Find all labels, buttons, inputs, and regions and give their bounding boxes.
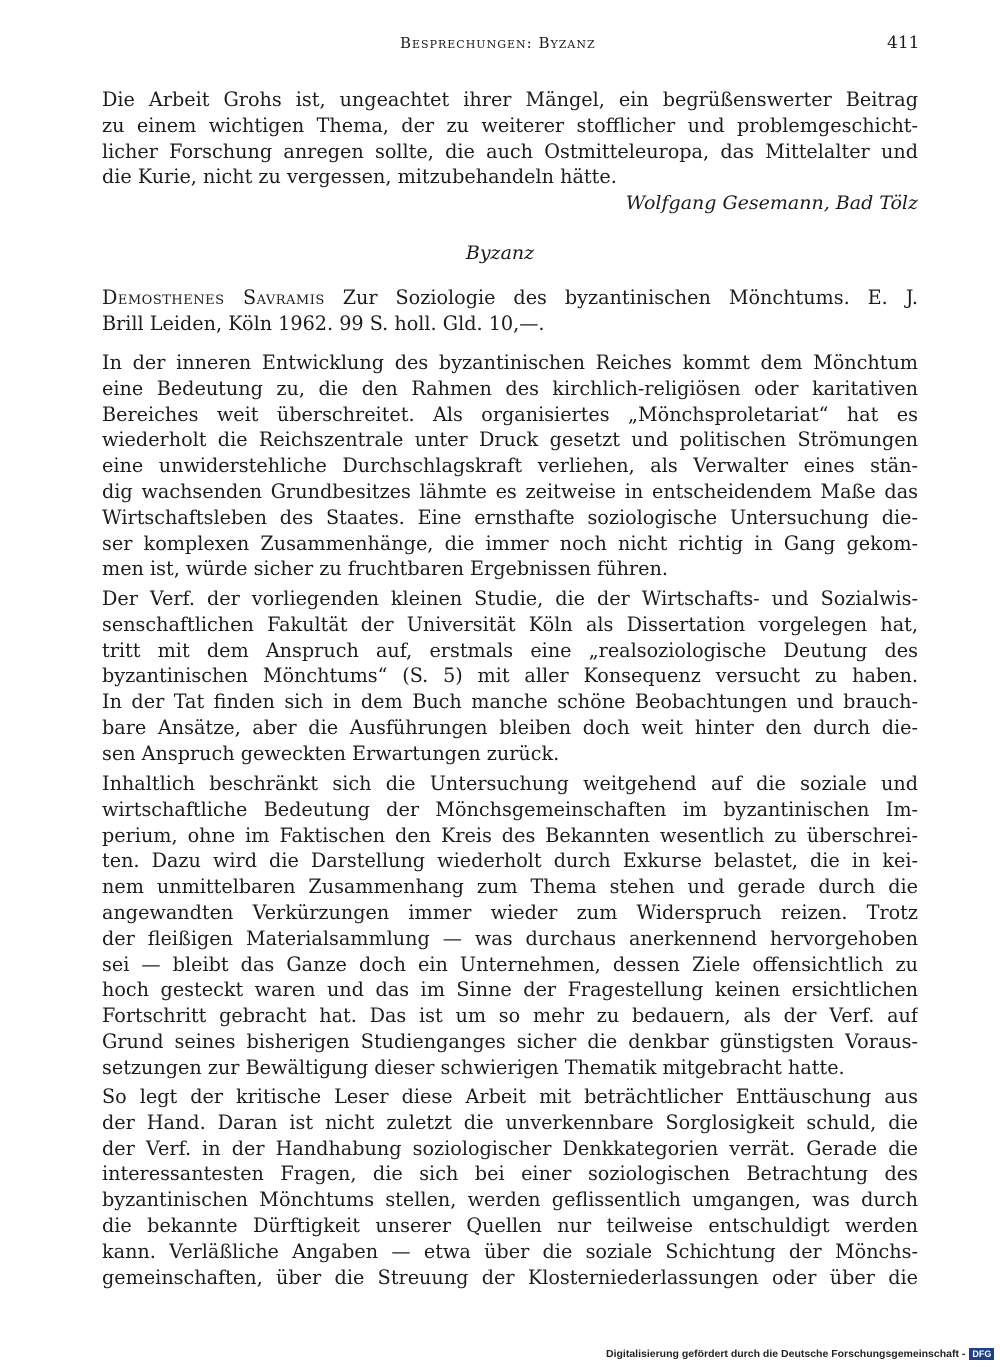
text-line: tritt mit dem Anspruch auf, erstmals eine „realsoziologische Deutung des bbox=[102, 638, 918, 662]
text-line: dig wachsenden Grundbesitzes lähmte es zeitweise in entscheidendem Maße das bbox=[102, 479, 918, 503]
text-line: eine Bedeutung zu, die den Rahmen des kirchlich-religiösen oder karitativen bbox=[102, 376, 918, 400]
text-line: In der inneren Entwicklung des byzantinischen Reiches kommt dem Mönchtum bbox=[102, 351, 918, 374]
text-line: zu einem wichtigen Thema, der zu weiterer stofflicher und problemgeschicht- bbox=[102, 113, 918, 137]
text-line: ser komplexen Zusammenhänge, die immer noch nicht richtig in Gang gekom- bbox=[102, 531, 918, 555]
bibliographic-entry bbox=[102, 285, 918, 337]
credit-text: Digitalisierung gefördert durch die Deutsche Forschungsgemeinschaft - bbox=[606, 1348, 966, 1360]
text-line: ten. Dazu wird die Darstellung wiederholt durch Exkurse belastet, die in kei- bbox=[102, 849, 918, 873]
running-head: Besprechungen: Byzanz bbox=[400, 34, 596, 52]
section-heading: Byzanz bbox=[465, 242, 535, 264]
review-paragraph bbox=[102, 350, 918, 582]
text-line: hoch gesteckt waren und das im Sinne der Fragestellung keinen ersichtlichen bbox=[102, 978, 918, 1002]
text-line: Inhaltlich beschränkt sich die Untersuchung weitgehend auf die soziale und bbox=[102, 772, 918, 795]
text-line: interessantesten Fragen, die sich bei einer soziologischen Betrachtung des bbox=[102, 1162, 918, 1186]
book-title: Zur Soziologie des byzantinischen Mönchtums. E. J. bbox=[324, 286, 918, 309]
text-line: kann. Verläßliche Angaben — etwa über die soziale Schichtung der Mönchs- bbox=[102, 1239, 918, 1263]
previous-review-paragraph bbox=[102, 87, 918, 190]
text-line: In der Tat finden sich in dem Buch manche schöne Beobachtungen und brauch- bbox=[102, 690, 918, 714]
text-line: senschaftlichen Fakultät der Universität Köln als Dissertation vorgelegen hat, bbox=[102, 612, 918, 636]
text-line: die Kurie, nicht zu vergessen, mitzubehandeln hätte. bbox=[102, 165, 617, 189]
text-line: perium, ohne im Faktischen den Kreis des Bekannten wesentlich zu überschrei- bbox=[102, 823, 918, 847]
text-line: byzantinischen Mönchtums“ (S. 5) mit aller Konsequenz versucht zu haben. bbox=[102, 664, 918, 688]
text-line: men ist, würde sicher zu fruchtbaren Ergebnissen führen. bbox=[102, 557, 668, 581]
text-line: sen Anspruch geweckten Erwartungen zurück. bbox=[102, 741, 560, 765]
digitization-credit bbox=[606, 1348, 994, 1360]
text-line: Bereiches weit überschreitet. Als organisiertes „Mönchsproletariat“ hat es bbox=[102, 402, 918, 426]
text-line: nem unmittelbaren Zusammenhang zum Thema stehen und gerade durch die bbox=[102, 875, 918, 899]
bibliography-line bbox=[102, 285, 918, 311]
bibliography-line: Brill Leiden, Köln 1962. 99 S. holl. Gld. 10,—. bbox=[102, 311, 545, 335]
book-author: Demosthenes Savramis bbox=[102, 286, 325, 309]
text-line: die bekannte Dürftigkeit unserer Quellen nur teilweise entschuldigt werden bbox=[102, 1213, 918, 1237]
text-line: gemeinschaften, über die Streuung der Klosterniederlassungen oder über die bbox=[102, 1265, 918, 1289]
text-line: angewandten Verkürzungen immer wieder zum Widerspruch reizen. Trotz bbox=[102, 900, 918, 924]
text-line: Die Arbeit Grohs ist, ungeachtet ihrer Mängel, ein begrüßenswerter Beitrag bbox=[102, 88, 918, 111]
text-line: Wirtschaftsleben des Staates. Eine ernsthafte soziologische Untersuchung die- bbox=[102, 505, 918, 529]
text-line: Fortschritt gebracht hat. Das ist um so mehr zu bedauern, als der Verf. auf bbox=[102, 1004, 918, 1028]
text-line: byzantinischen Mönchtums stellen, werden geflissentlich umgangen, was durch bbox=[102, 1188, 918, 1212]
text-line: der Hand. Daran ist nicht zuletzt die unverkennbare Sorglosigkeit schuld, die bbox=[102, 1110, 918, 1134]
text-line: Grund seines bisherigen Studienganges sicher die denkbar günstigsten Voraus- bbox=[102, 1029, 918, 1053]
review-paragraph bbox=[102, 586, 918, 767]
text-line: der fleißigen Materialsammlung — was durchaus anerkennend hervorgehoben bbox=[102, 926, 918, 950]
text-line: eine unwiderstehliche Durchschlagskraft verliehen, als Verwalter eines stän- bbox=[102, 454, 918, 478]
text-line: wiederholt die Reichszentrale unter Druck gesetzt und politischen Strömungen bbox=[102, 428, 918, 452]
text-line: licher Forschung anregen sollte, die auch Ostmitteleuropa, das Mittelalter und bbox=[102, 139, 918, 163]
page-number: 411 bbox=[887, 33, 920, 53]
text-line: sei — bleibt das Ganze doch ein Unternehmen, dessen Ziele offensichtlich zu bbox=[102, 952, 918, 976]
text-line: bare Ansätze, aber die Ausführungen bleiben doch weit hinter den durch die- bbox=[102, 715, 918, 739]
dfg-logo: DFG bbox=[969, 1348, 994, 1360]
reviewer-signature: Wolfgang Gesemann, Bad Tölz bbox=[625, 192, 918, 214]
review-paragraph bbox=[102, 771, 918, 1081]
text-line: Der Verf. der vorliegenden kleinen Studie, die der Wirtschafts- und Sozialwis- bbox=[102, 587, 918, 610]
text-line: wirtschaftliche Bedeutung der Mönchsgemeinschaften im byzantinischen Im- bbox=[102, 797, 918, 821]
text-line: setzungen zur Bewältigung dieser schwierigen Thematik mitgebracht hatte. bbox=[102, 1055, 845, 1079]
review-paragraph bbox=[102, 1084, 918, 1290]
text-line: der Verf. in der Handhabung soziologischer Denkkategorien verrät. Gerade die bbox=[102, 1136, 918, 1160]
text-line: So legt der kritische Leser diese Arbeit mit beträchtlicher Enttäuschung aus bbox=[102, 1085, 918, 1108]
